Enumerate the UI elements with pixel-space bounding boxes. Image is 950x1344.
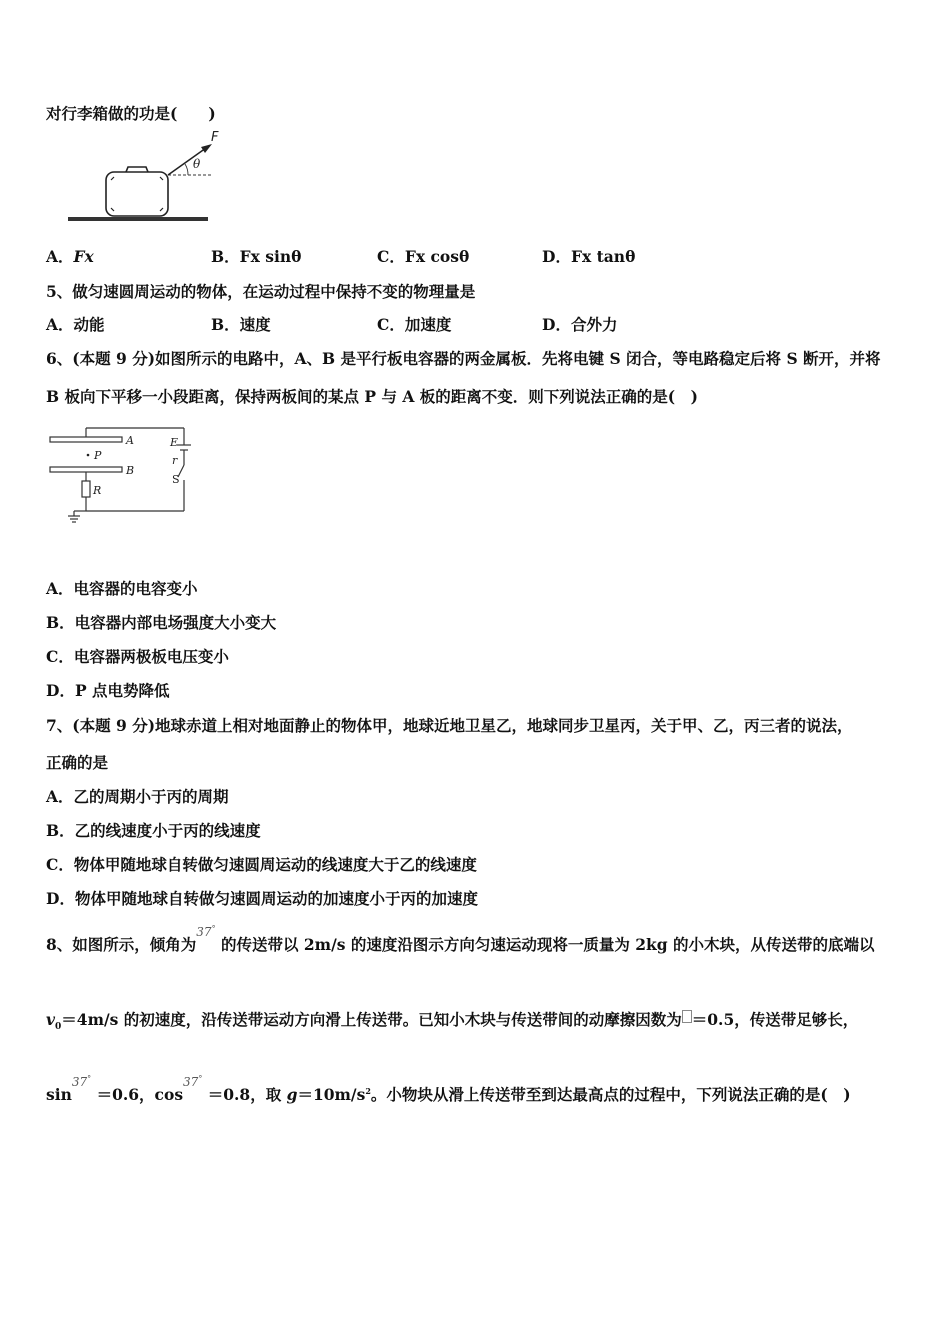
option-letter: A． xyxy=(46,579,74,598)
q8-stem-line3 xyxy=(46,1074,851,1105)
q4-option-d xyxy=(542,245,635,267)
option-text: 加速度 xyxy=(404,315,452,334)
option-letter: D． xyxy=(46,889,75,908)
q8-text: 的传送带以 2m/s 的速度沿图示方向匀速运动现将一质量为 2kg 的小木块，从传送带的底端以 xyxy=(220,935,875,954)
q8-text: ＝0.5，传送带足够长， xyxy=(691,1010,859,1029)
option-text: 乙的周期小于丙的周期 xyxy=(73,787,229,806)
q4-stem: 对行李箱做的功是( ) xyxy=(46,104,216,123)
angle-label: θ xyxy=(193,157,201,171)
q6-stem-line1: 6、(本题 9 分)如图所示的电路中，A、B 是平行板电容器的两金属板．先将电键 S 闭合，等电路稳定后将 S 断开，并将 xyxy=(46,349,881,368)
q8-text: 。小物块从滑上传送带至到达最高点的过程中，下列说法正确的是( ) xyxy=(370,1085,851,1104)
option-text: 电容器的电容变小 xyxy=(73,579,198,598)
option-letter: C． xyxy=(377,315,405,334)
q8-superscript: 2 xyxy=(365,1085,371,1096)
q7-stem-line2: 正确的是 xyxy=(46,753,109,772)
option-letter: B． xyxy=(211,315,240,334)
q5-option-c xyxy=(377,313,451,335)
circuit-figure xyxy=(48,425,198,529)
option-letter: D． xyxy=(46,681,75,700)
q8-text: ＝0.6，cos xyxy=(96,1085,184,1104)
q8-stem-line2 xyxy=(46,1008,858,1032)
emf-e-label: E xyxy=(170,436,179,449)
option-text: 物体甲随地球自转做匀速圆周运动的线速度大于乙的线速度 xyxy=(73,855,477,874)
angle-37-image: 37° xyxy=(71,1074,92,1089)
option-text: 合外力 xyxy=(570,315,618,334)
option-letter: D． xyxy=(542,247,571,266)
option-text: 物体甲随地球自转做匀速圆周运动的加速度小于丙的加速度 xyxy=(74,889,478,908)
q8-velocity-symbol: v xyxy=(46,1010,56,1029)
internal-r-label: r xyxy=(172,454,178,467)
q6-stem-line2: B 板向下平移一小段距离，保持两板间的某点 P 与 A 板的距离不变．则下列说法正确的是( ) xyxy=(46,387,698,406)
q7-option-c xyxy=(46,853,477,875)
option-letter: C． xyxy=(46,647,74,666)
q5-option-a xyxy=(46,313,105,335)
point-p-label: P xyxy=(94,449,102,462)
option-letter: A． xyxy=(46,247,74,266)
option-letter: B． xyxy=(211,247,240,266)
q8-velocity-subscript: 0 xyxy=(55,1022,62,1033)
q7-option-d xyxy=(46,887,478,909)
suitcase-figure xyxy=(66,128,219,226)
plate-b-label: B xyxy=(126,464,135,477)
q8-stem-line1 xyxy=(46,924,875,955)
q4-option-b xyxy=(211,245,301,267)
q8-text: ＝0.8，取 xyxy=(207,1085,287,1104)
q7-stem-line1: 7、(本题 9 分)地球赤道上相对地面静止的物体甲，地球近地卫星乙，地球同步卫星丙，关于甲、乙，丙三者的说法， xyxy=(46,716,853,735)
plate-a-label: A xyxy=(126,434,134,447)
option-letter: C． xyxy=(46,855,74,874)
q6-option-d xyxy=(46,679,170,701)
option-text: Fx tanθ xyxy=(570,247,636,266)
option-letter: B． xyxy=(46,821,75,840)
q5-option-d xyxy=(542,313,617,335)
q8-text: sin xyxy=(46,1085,72,1104)
q6-option-b xyxy=(46,611,276,633)
angle-37-image: 37° xyxy=(196,924,216,939)
force-label: F xyxy=(211,130,219,145)
option-text: 速度 xyxy=(239,315,271,334)
option-letter: A． xyxy=(46,787,74,806)
q7-option-a xyxy=(46,785,229,807)
option-text: Fx sinθ xyxy=(239,247,302,266)
option-letter: A． xyxy=(46,315,74,334)
q8-text: 8、如图所示，倾角为 xyxy=(46,935,197,954)
q5-option-b xyxy=(211,313,271,335)
mu-placeholder-image xyxy=(682,1010,692,1023)
option-text: 电容器两极板电压变小 xyxy=(73,647,229,666)
angle-37-image: 37° xyxy=(183,1074,203,1089)
q4-option-a xyxy=(46,245,94,267)
option-text: 电容器内部电场强度大小变大 xyxy=(74,613,277,632)
option-letter: D． xyxy=(542,315,571,334)
option-text: 动能 xyxy=(73,315,105,334)
option-text: Fx xyxy=(73,247,94,266)
q4-option-c xyxy=(377,245,469,267)
option-letter: C． xyxy=(377,247,405,266)
option-letter: B． xyxy=(46,613,75,632)
q7-option-b xyxy=(46,819,261,841)
q8-text: ＝4m/s 的初速度，沿传送带运动方向滑上传送带。已知小木块与传送带间的动摩擦因数为 xyxy=(61,1010,682,1029)
option-text: P 点电势降低 xyxy=(74,681,170,700)
q6-option-a xyxy=(46,577,198,599)
q8-gravity-symbol: g xyxy=(286,1085,298,1104)
q8-text: ＝10m/s xyxy=(297,1085,366,1104)
option-text: 乙的线速度小于丙的线速度 xyxy=(74,821,261,840)
q6-option-c xyxy=(46,645,229,667)
option-text: Fx cosθ xyxy=(404,247,470,266)
resistor-r-label: R xyxy=(93,484,102,497)
switch-s-label: S xyxy=(172,473,180,486)
q5-stem: 5、做匀速圆周运动的物体，在运动过程中保持不变的物理量是 xyxy=(46,282,476,301)
